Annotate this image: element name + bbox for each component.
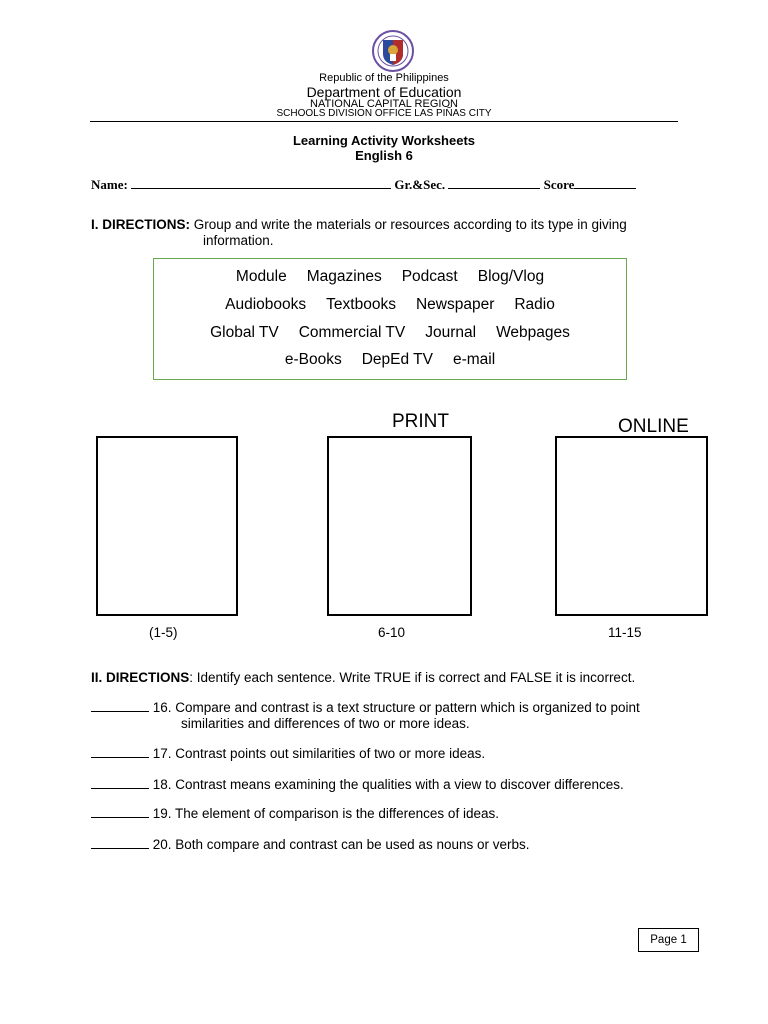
word-bank-row xyxy=(154,351,626,369)
question-17-text: 17. Contrast points out similarities of two or more ideas. xyxy=(152,746,486,761)
range-label-3: 11-15 xyxy=(608,625,642,640)
part2-directions xyxy=(91,670,635,685)
question-16 xyxy=(91,700,711,732)
name-label: Name: xyxy=(91,177,128,192)
word-bank-row xyxy=(154,324,626,342)
word-item: Newspaper xyxy=(415,296,495,313)
answer-box-1[interactable] xyxy=(96,436,238,616)
part1-text-line1: Group and write the materials or resources according to its type in giving xyxy=(193,217,627,232)
question-19 xyxy=(91,806,711,822)
answer-box-2[interactable] xyxy=(327,436,472,616)
header-divider xyxy=(90,121,678,122)
word-item: Audiobooks xyxy=(225,296,307,313)
word-item: Journal xyxy=(425,324,477,341)
grade-section-label: Gr.&Sec. xyxy=(394,177,446,192)
word-bank-box xyxy=(153,258,627,380)
question-16-line2: similarities and differences of two or more ideas. xyxy=(181,716,470,731)
score-label: Score xyxy=(543,177,575,192)
word-bank-row xyxy=(154,268,626,286)
part2-label: II. DIRECTIONS xyxy=(91,670,190,685)
grade-section-blank[interactable] xyxy=(448,177,540,189)
header-department: Department of Education xyxy=(306,84,462,100)
word-item: e-mail xyxy=(452,351,496,368)
part1-directions xyxy=(91,217,711,249)
answer-blank-16[interactable] xyxy=(91,700,149,712)
answer-blank-18[interactable] xyxy=(91,777,149,789)
word-item: DepEd TV xyxy=(361,351,433,368)
word-item: Global TV xyxy=(210,324,279,341)
worksheet-title: Learning Activity Worksheets xyxy=(292,133,476,148)
answer-blank-19[interactable] xyxy=(91,806,149,818)
word-item: e-Books xyxy=(284,351,342,368)
question-20-text: 20. Both compare and contrast can be used as nouns or verbs. xyxy=(152,837,530,852)
word-item: Textbooks xyxy=(326,296,396,313)
question-16-line1: 16. Compare and contrast is a text structure or pattern which is organized to point xyxy=(152,700,640,715)
range-label-1: (1-5) xyxy=(149,625,178,640)
question-17 xyxy=(91,746,711,762)
score-blank[interactable] xyxy=(574,177,636,189)
student-info-row xyxy=(91,177,636,193)
question-18-text: 18. Contrast means examining the qualities with a view to discover differences. xyxy=(152,777,624,792)
part2-text: : Identify each sentence. Write TRUE if is correct and FALSE it is incorrect. xyxy=(189,670,636,685)
page-number: Page 1 xyxy=(638,928,699,952)
word-item: Module xyxy=(235,268,287,285)
worksheet-subtitle: English 6 xyxy=(355,148,413,163)
name-blank[interactable] xyxy=(131,177,391,189)
word-item: Commercial TV xyxy=(298,324,406,341)
part1-text-line2: information. xyxy=(203,233,274,248)
word-item: Magazines xyxy=(306,268,382,285)
deped-seal-logo xyxy=(359,30,427,72)
header-division: SCHOOLS DIVISION OFFICE LAS PIÑAS CITY xyxy=(276,108,492,119)
category-online-label: ONLINE xyxy=(618,416,689,437)
word-item: Podcast xyxy=(401,268,458,285)
part1-label: I. DIRECTIONS: xyxy=(91,217,191,232)
answer-blank-20[interactable] xyxy=(91,837,149,849)
question-18 xyxy=(91,777,711,793)
question-20 xyxy=(91,837,711,853)
word-item: Blog/Vlog xyxy=(477,268,545,285)
answer-box-3[interactable] xyxy=(555,436,708,616)
question-19-text: 19. The element of comparison is the differences of ideas. xyxy=(152,806,499,821)
word-bank-row xyxy=(154,296,626,314)
header-country: Republic of the Philippines xyxy=(319,72,449,84)
range-label-2: 6-10 xyxy=(378,625,406,640)
answer-blank-17[interactable] xyxy=(91,746,149,758)
category-print-label: PRINT xyxy=(392,411,449,432)
word-item: Radio xyxy=(514,296,555,313)
word-item: Webpages xyxy=(496,324,570,341)
header-region: NATIONAL CAPITAL REGION xyxy=(310,98,458,110)
